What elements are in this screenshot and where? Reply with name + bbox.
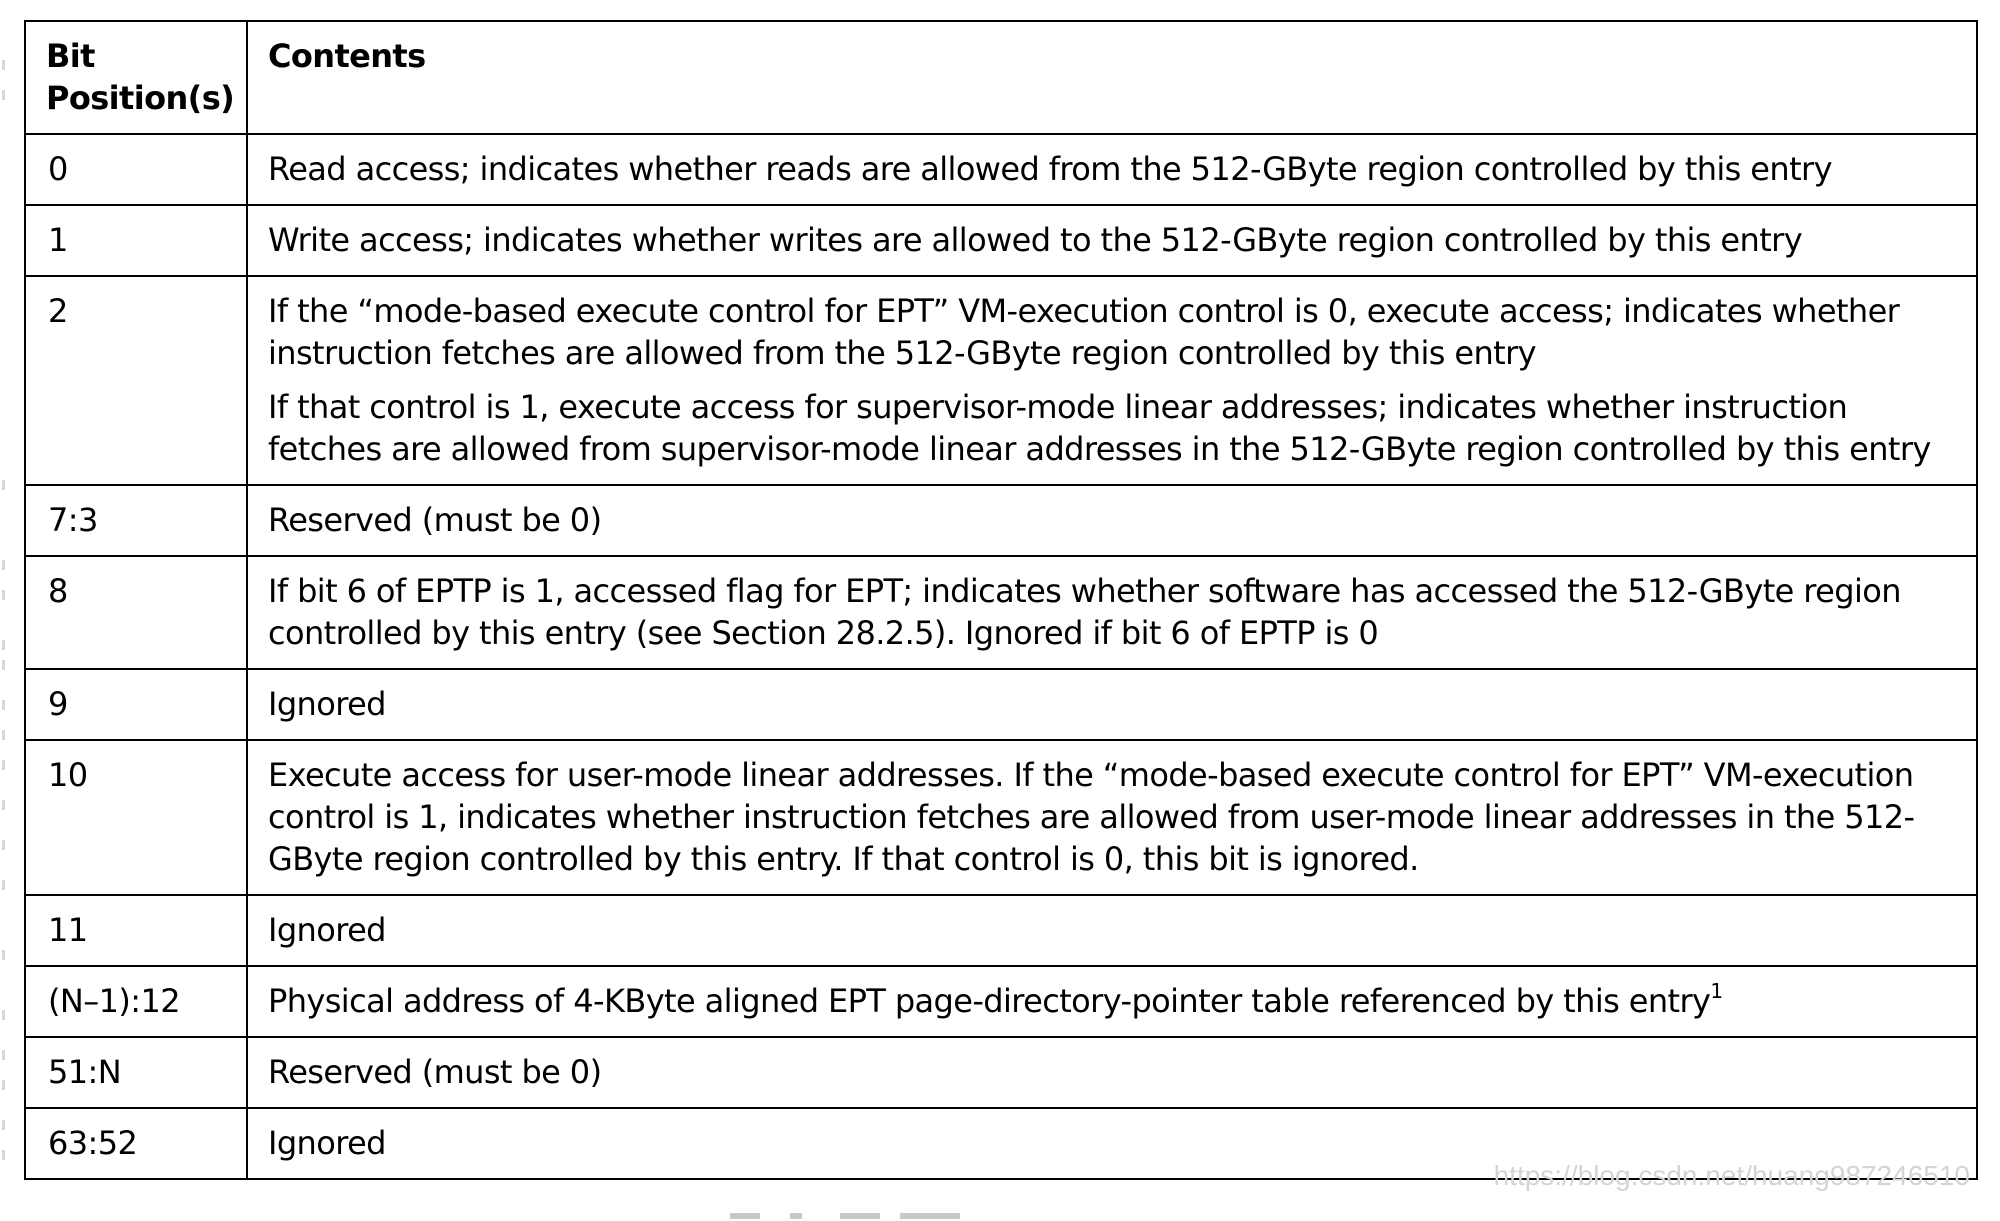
- contents-cell: [247, 895, 1977, 966]
- contents-paragraph: [268, 290, 1956, 374]
- bit-position-cell: 11: [25, 895, 247, 966]
- contents-text: Physical address of 4-KByte aligned EPT page-directory-pointer table referenced by this entry: [268, 982, 1711, 1020]
- contents-paragraph: [268, 683, 1956, 725]
- bit-position-cell: 9: [25, 669, 247, 740]
- table-row: [25, 669, 1977, 740]
- bit-position-cell: (N–1):12: [25, 966, 247, 1037]
- contents-paragraph: [268, 499, 1956, 541]
- contents-text: Ignored: [268, 911, 386, 949]
- contents-paragraph: [268, 980, 1956, 1022]
- contents-text: Execute access for user-mode linear addresses. If the “mode-based execute control for EPT” VM-execution control is 1, indicates whether instruction fetches are allowed from user-mode linear addresses in the 512-GByte region controlled by this entry. If that control is 0, this bit is ignored.: [268, 756, 1915, 878]
- table-row: [25, 895, 1977, 966]
- table-row: [25, 966, 1977, 1037]
- contents-paragraph: [268, 754, 1956, 880]
- contents-paragraph: [268, 570, 1956, 654]
- contents-text: If bit 6 of EPTP is 1, accessed flag for EPT; indicates whether software has accessed the 512-GByte region controlled by this entry (see Section 28.2.5). Ignored if bit 6 of EPTP is 0: [268, 572, 1901, 652]
- header-contents: Contents: [247, 21, 1977, 134]
- ept-pml4-entry-table: [24, 20, 1978, 1180]
- table-row: [25, 276, 1977, 485]
- contents-paragraph: [268, 1122, 1956, 1164]
- bit-position-cell: 51:N: [25, 1037, 247, 1108]
- contents-text: Read access; indicates whether reads are allowed from the 512-GByte region controlled by this entry: [268, 150, 1832, 188]
- bit-position-cell: 8: [25, 556, 247, 669]
- contents-cell: [247, 134, 1977, 205]
- contents-text: Ignored: [268, 685, 386, 723]
- contents-paragraph: [268, 386, 1956, 470]
- header-bit-positions: Bit Position(s): [25, 21, 247, 134]
- cropped-caption-fragment: [730, 1205, 990, 1221]
- contents-text: Reserved (must be 0): [268, 501, 602, 539]
- footnote-marker: 1: [1710, 979, 1723, 1003]
- contents-text: If the “mode-based execute control for EPT” VM-execution control is 0, execute access; indicates whether instruction fetches are allowed from the 512-GByte region controlled by this entry: [268, 292, 1900, 372]
- contents-paragraph: [268, 148, 1956, 190]
- contents-text: Ignored: [268, 1124, 386, 1162]
- table-row: [25, 134, 1977, 205]
- bit-position-cell: 0: [25, 134, 247, 205]
- contents-cell: [247, 556, 1977, 669]
- table-header-row: [25, 21, 1977, 134]
- table-row: [25, 205, 1977, 276]
- table-row: [25, 556, 1977, 669]
- table-row: [25, 1037, 1977, 1108]
- contents-paragraph: [268, 909, 1956, 951]
- bit-position-cell: 2: [25, 276, 247, 485]
- contents-cell: [247, 1037, 1977, 1108]
- bit-position-cell: 10: [25, 740, 247, 895]
- page-edge-marks: [0, 0, 12, 1221]
- contents-paragraph: [268, 219, 1956, 261]
- contents-cell: [247, 740, 1977, 895]
- contents-cell: [247, 669, 1977, 740]
- contents-paragraph: [268, 1051, 1956, 1093]
- contents-cell: [247, 205, 1977, 276]
- contents-cell: [247, 485, 1977, 556]
- contents-cell: [247, 276, 1977, 485]
- table-row: [25, 740, 1977, 895]
- contents-cell: [247, 966, 1977, 1037]
- bit-position-cell: 7:3: [25, 485, 247, 556]
- watermark: https://blog.csdn.net/huang987246510: [1493, 1160, 1970, 1191]
- bit-position-cell: 63:52: [25, 1108, 247, 1179]
- contents-text: Reserved (must be 0): [268, 1053, 602, 1091]
- table-body: [25, 134, 1977, 1179]
- contents-text: Write access; indicates whether writes are allowed to the 512-GByte region controlled by this entry: [268, 221, 1803, 259]
- table-row: [25, 485, 1977, 556]
- contents-text: If that control is 1, execute access for supervisor-mode linear addresses; indicates whether instruction fetches are allowed from supervisor-mode linear addresses in the 512-GByte region controlled by this entry: [268, 388, 1931, 468]
- bit-position-cell: 1: [25, 205, 247, 276]
